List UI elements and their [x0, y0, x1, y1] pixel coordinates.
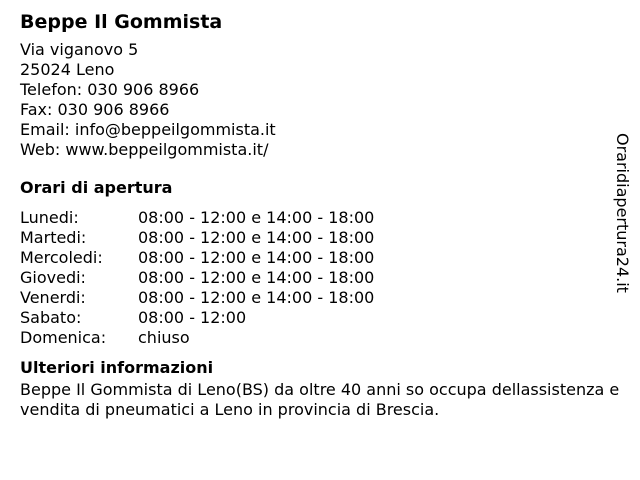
hours-row — [20, 308, 374, 328]
hours-time: 08:00 - 12:00 e 14:00 - 18:00 — [138, 288, 375, 307]
fax-text: Fax: 030 906 8966 — [20, 100, 170, 119]
hours-row — [20, 268, 374, 288]
hours-day: Giovedi: — [20, 268, 86, 287]
info-heading: Ulteriori informazioni — [20, 358, 214, 377]
phone-text: Telefon: 030 906 8966 — [20, 80, 200, 99]
contact-block — [20, 40, 630, 160]
hours-day: Domenica: — [20, 328, 107, 347]
hours-row — [20, 248, 374, 268]
hours-heading: Orari di apertura — [20, 178, 173, 197]
hours-time: chiuso — [138, 328, 190, 347]
hours-time: 08:00 - 12:00 e 14:00 - 18:00 — [138, 208, 375, 227]
hours-day: Martedi: — [20, 228, 87, 247]
opening-hours-table — [20, 208, 374, 348]
hours-row — [20, 208, 374, 228]
hours-time: 08:00 - 12:00 e 14:00 - 18:00 — [138, 268, 375, 287]
web-text: Web: www.beppeilgommista.it/ — [20, 140, 269, 159]
hours-row — [20, 228, 374, 248]
business-card — [20, 10, 630, 420]
address-street: Via viganovo 5 — [20, 40, 139, 59]
info-description: Beppe Il Gommista di Leno(BS) da oltre 40 anni so occupa dellassistenza e vendita di pneumatici a Leno in provincia di Brescia. — [20, 380, 620, 419]
hours-time: 08:00 - 12:00 — [138, 308, 247, 327]
hours-day: Lunedi: — [20, 208, 79, 227]
email-text: Email: info@beppeilgommista.it — [20, 120, 276, 139]
hours-day: Sabato: — [20, 308, 82, 327]
business-name: Beppe Il Gommista — [20, 11, 223, 33]
hours-time: 08:00 - 12:00 e 14:00 - 18:00 — [138, 228, 375, 247]
site-watermark: Oraridiapertura24.it — [613, 133, 632, 293]
hours-time: 08:00 - 12:00 e 14:00 - 18:00 — [138, 248, 375, 267]
address-city: 25024 Leno — [20, 60, 115, 79]
hours-day: Mercoledi: — [20, 248, 103, 267]
hours-row — [20, 288, 374, 308]
hours-row — [20, 328, 374, 348]
hours-day: Venerdi: — [20, 288, 86, 307]
